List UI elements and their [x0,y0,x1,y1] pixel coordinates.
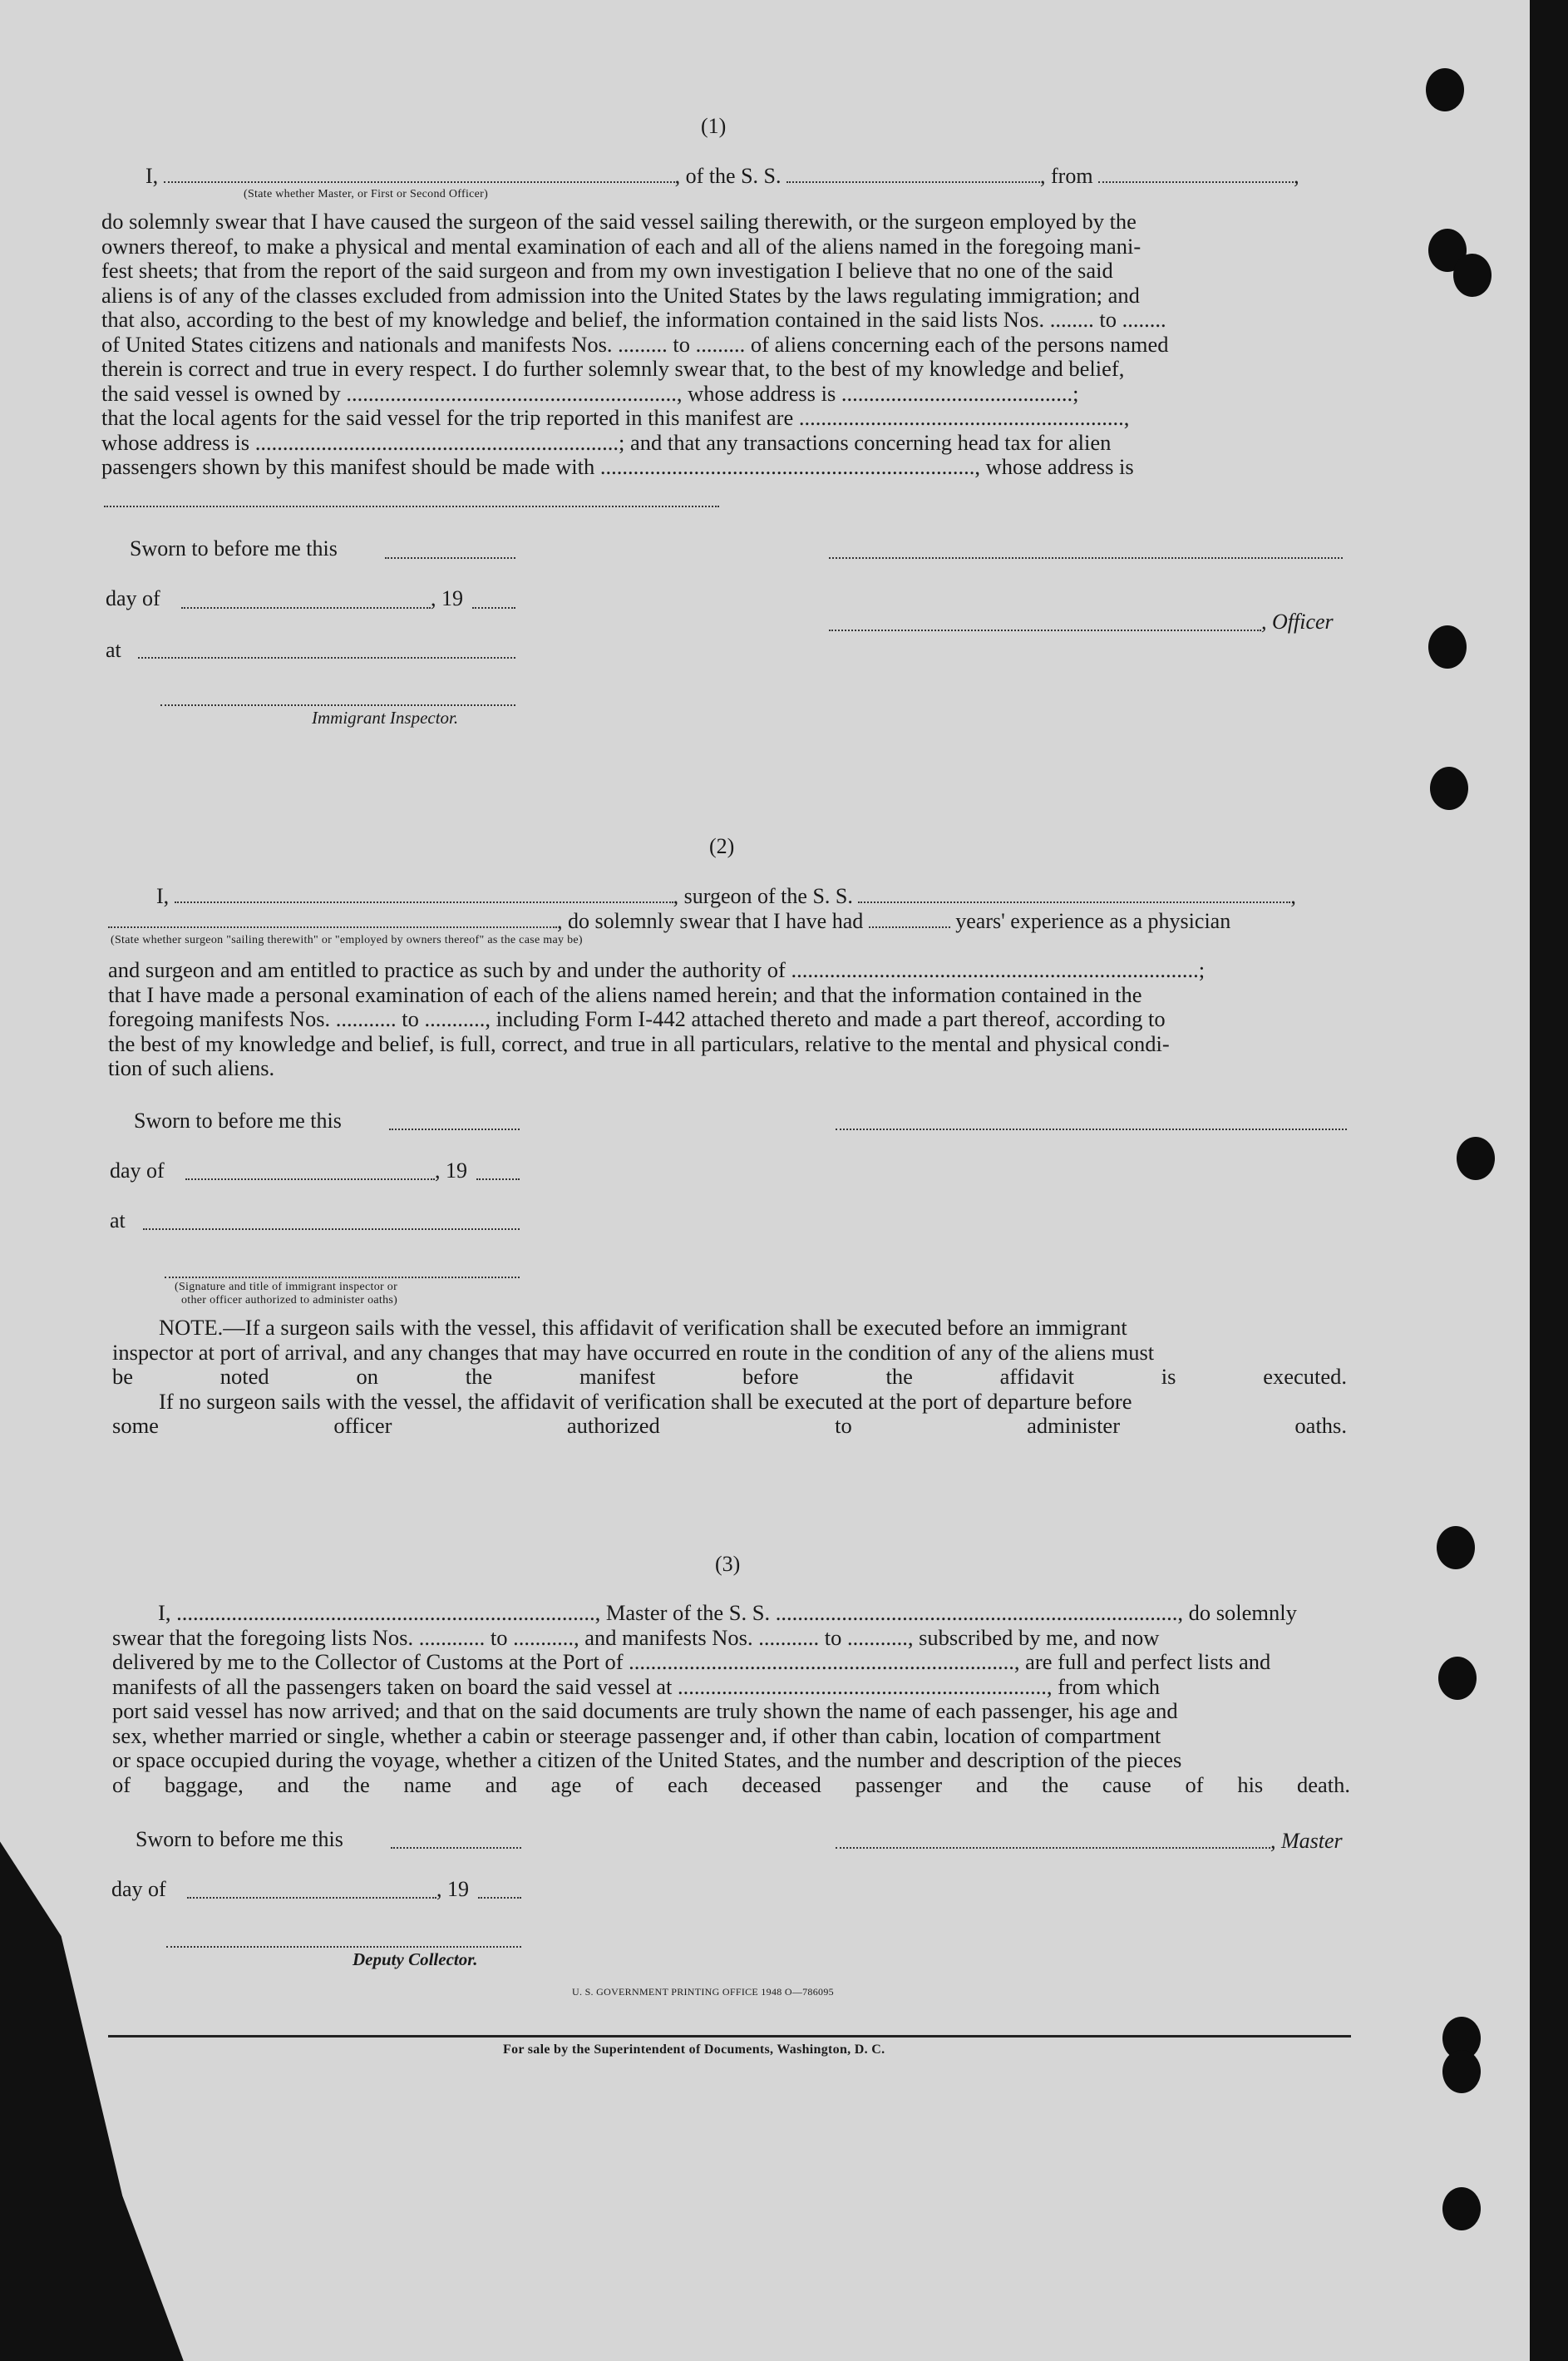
s1-at-blank [138,657,515,659]
s1-signature-blank [829,557,1343,559]
footer-rule [108,2035,1351,2037]
s1-line1 [145,164,1343,189]
s2-experience-label: years' experience as a physician [955,909,1231,933]
s2-surgeon-label: , surgeon of the S. S. [673,884,853,908]
punch-hole [1453,254,1492,297]
s2-at-blank [143,1228,520,1230]
s2-inspector-blank [165,1277,520,1278]
punch-hole [1438,1657,1477,1700]
s2-i-label: I, [156,884,170,908]
s3-para-line: or space occupied during the voyage, whether a citizen of the United States, and the number and description of the pieces [112,1747,1182,1772]
s2-at-label: at [110,1208,126,1232]
s1-para-line: whose address is ..................................................................; and that any transactions concerning head tax for alien [101,429,1112,455]
s2-status-caption: (State whether surgeon "sailing therewith" or "employed by owners thereof" as the case may be) [111,934,583,946]
s2-line2 [108,909,1230,934]
s2-para-line: that I have made a personal examination of each of the aliens named herein; and that the information contained in the [108,981,1142,1007]
s2-day-blank [185,1178,435,1180]
note-line: If no surgeon sails with the vessel, the affidavit of verification shall be executed at the port of departure before [159,1388,1132,1414]
punch-hole [1430,767,1468,810]
s1-officer-sign-blank [829,630,1261,631]
s3-para-line: sex, whether married or single, whether a cabin or steerage passenger and, if other than cabin, location of compartment [112,1722,1161,1748]
punch-hole [1428,625,1467,669]
s3-year-blank [478,1897,521,1899]
punch-hole [1457,1137,1495,1180]
s3-master-label: , Master [1270,1829,1343,1853]
s3-day-blank [187,1897,436,1899]
s1-paragraph [101,210,1344,480]
s1-i-label: I, [145,164,159,188]
s1-para-line: therein is correct and true in every respect. I do further solemnly swear that, to the best of my knowledge and belief, [101,356,1125,381]
punch-hole [1442,2187,1481,2230]
s1-day-blank [181,607,431,609]
s3-master-blank [836,1847,1270,1849]
s3-para-line: I, ............................................................................, Master of the S. S. ........................................................................., do solemnly [158,1600,1297,1625]
s2-sworn-blank [389,1129,520,1130]
s2-years-blank [869,926,950,928]
s2-day-of-label: day of [110,1158,165,1183]
s1-officer-blank [164,181,675,183]
s1-at-label: at [106,638,121,662]
for-sale-imprint: For sale by the Superintendent of Documents, Washington, D. C. [503,2042,885,2057]
s3-day-of-label: day of [111,1877,166,1901]
s1-year-blank [472,607,515,609]
s1-officer-caption: (State whether Master, or First or Second Officer) [244,188,489,200]
s1-vessel-blank [786,181,1040,183]
s2-line1 [156,884,1296,909]
s3-para-line: delivered by me to the Collector of Customs at the Port of ......................................................................, are full and perfect lists and [112,1649,1271,1674]
s1-para-line: aliens is of any of the classes excluded from admission into the United States by the laws regulating immigration; and [101,282,1140,308]
s2-para-line: and surgeon and am entitled to practice as such by and under the authority of ..........................................................................; [108,957,1206,982]
s2-para-line: the best of my knowledge and belief, is full, correct, and true in all particulars, relative to the mental and physical condi- [108,1030,1170,1056]
s3-para-line: port said vessel has now arrived; and that on the said documents are truly shown the name of each passenger, his age and [112,1698,1178,1723]
s3-para-line: swear that the foregoing lists Nos. ............ to ..........., and manifests Nos. ........... to ..........., subscribed by me, and now [112,1624,1160,1650]
s3-sworn-label: Sworn to before me this [136,1827,343,1851]
s3-deputy-caption: Deputy Collector. [353,1949,478,1969]
s2-name-blank [175,901,673,903]
section-1-number: (1) [701,114,727,138]
s1-para-line: that the local agents for the said vessel for the trip reported in this manifest are ..........................................................., [101,405,1130,430]
note-line: some officer authorized to administer oaths. [112,1413,1347,1438]
s1-inspector-blank [160,704,515,706]
s2-sign-caption-2: other officer authorized to administer oaths) [181,1294,398,1306]
note-line: NOTE.—If a surgeon sails with the vessel, this affidavit of verification shall be executed before an immigrant [159,1315,1127,1340]
s3-sworn-blank [391,1847,521,1849]
punch-hole [1442,2050,1481,2093]
s1-from-label: , from [1040,164,1093,188]
s1-comma: , [1294,164,1299,188]
note-line: inspector at port of arrival, and any changes that may have occurred en route in the condition of any of the aliens must [112,1339,1155,1365]
printing-office-imprint: U. S. GOVERNMENT PRINTING OFFICE 1948 O—786095 [572,1986,834,1998]
s1-para-line: that also, according to the best of my knowledge and belief, the information contained in the said lists Nos. ........ to ........ [101,307,1166,332]
s2-swear-label: , do solemnly swear that I have had [557,909,864,933]
s1-officer-label: , Officer [1261,610,1334,634]
s1-para-line: fest sheets; that from the report of the said surgeon and from my own investigation I believe that no one of the said [101,258,1113,283]
s1-from-blank [1098,181,1294,183]
s3-paragraph [112,1601,1350,1797]
punch-hole [1426,68,1464,111]
s2-comma: , [1290,884,1296,908]
punch-hole [1437,1526,1475,1569]
s1-day-of-label: day of [106,586,160,610]
s2-para-line: foregoing manifests Nos. ........... to ..........., including Form I-442 attached thereto and made a part thereof, according to [108,1006,1166,1031]
s2-vessel-blank [858,901,1290,903]
s1-para-line: of United States citizens and nationals and manifests Nos. ......... to ......... of aliens concerning each of the persons named [101,331,1169,357]
s2-signature-blank [836,1129,1347,1130]
s2-year-blank [476,1178,520,1180]
s2-note [112,1316,1347,1439]
s1-para-line: passengers shown by this manifest should be made with ...................................................................., whose address is [101,454,1134,479]
s2-year-label: , 19 [435,1158,467,1183]
s2-sign-caption-1: (Signature and title of immigrant inspector or [175,1281,398,1293]
s3-para-line: manifests of all the passengers taken on board the said vessel at ..................................................................., from which [112,1673,1160,1699]
s3-year-label: , 19 [436,1877,469,1901]
s2-para-line: tion of such aliens. [108,1055,275,1080]
s2-paragraph [108,958,1345,1081]
section-3-number: (3) [715,1552,741,1576]
s2-sworn-label: Sworn to before me this [134,1109,342,1133]
section-2-number: (2) [709,834,735,858]
s2-status-blank [108,926,557,928]
s1-of-ss-label: , of the S. S. [674,164,782,188]
s1-address-blank [104,506,719,507]
s1-sworn-label: Sworn to before me this [130,536,338,561]
s1-inspector-caption: Immigrant Inspector. [312,708,459,728]
s1-para-line: owners thereof, to make a physical and mental examination of each and all of the aliens named in the foregoing mani- [101,233,1141,259]
s3-deputy-blank [166,1946,521,1948]
s1-para-line: do solemnly swear that I have caused the surgeon of the said vessel sailing therewith, or the surgeon employed by the [101,209,1137,234]
s1-year-label: , 19 [431,586,463,610]
s3-para-line: of baggage, and the name and age of each deceased passenger and the cause of his death. [112,1771,1350,1797]
s1-para-line: the said vessel is owned by ............................................................, whose address is ..........................................; [101,380,1079,406]
s1-sworn-blank [385,557,515,559]
note-line: be noted on the manifest before the affidavit is executed. [112,1364,1347,1389]
